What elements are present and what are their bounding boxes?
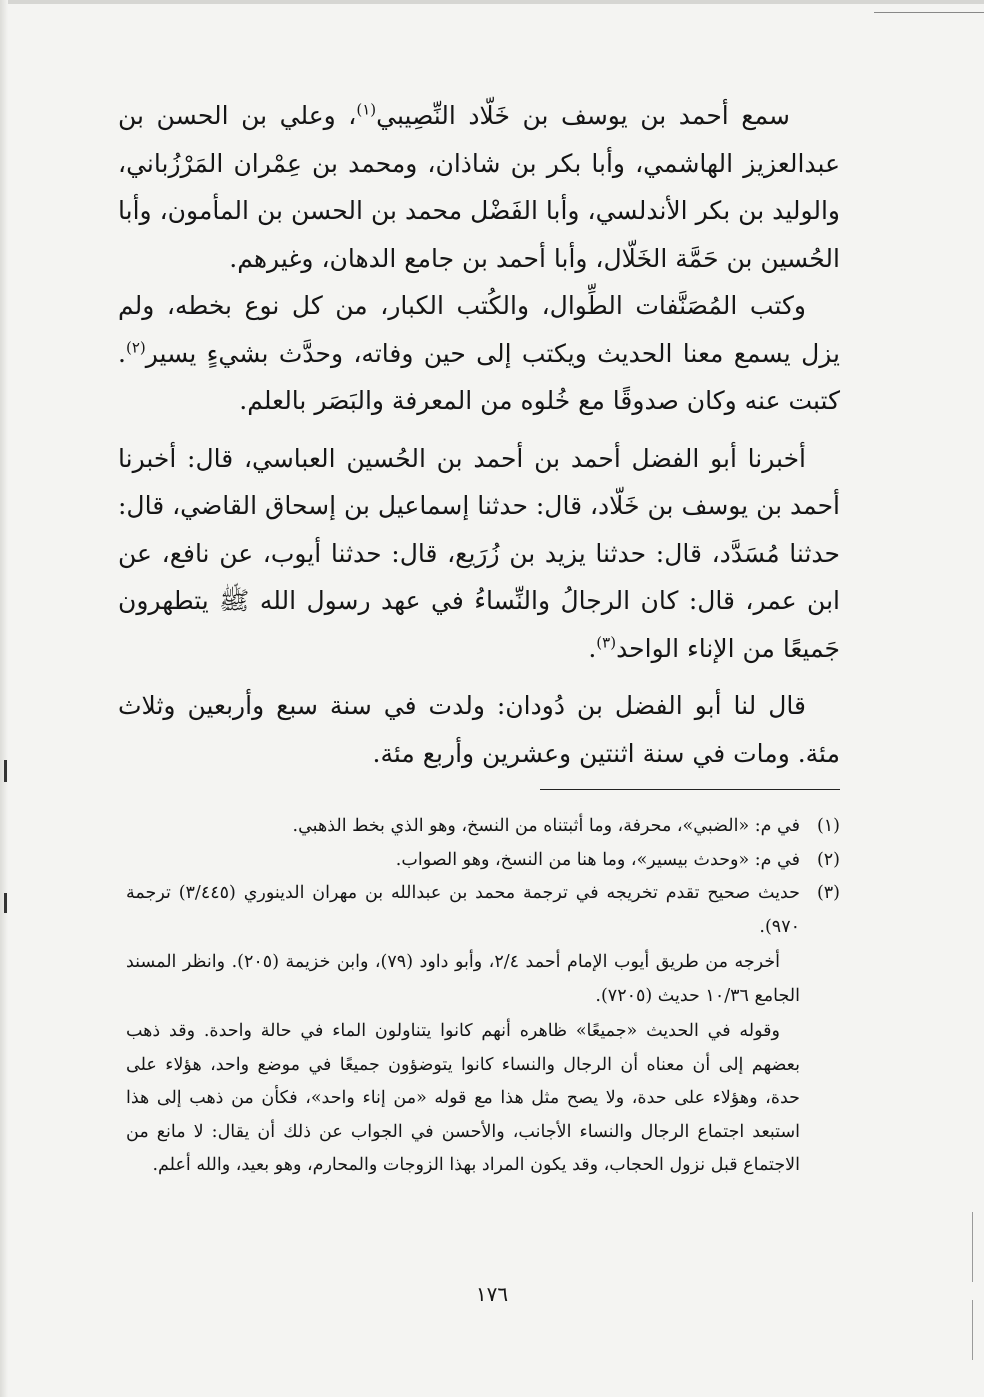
footnote-separator: [540, 789, 840, 790]
footnote-ref-3: (٣): [596, 633, 617, 652]
page-number: ١٧٦: [475, 1282, 509, 1306]
footnotes: [118, 810, 840, 1183]
paragraph-4: [118, 682, 840, 777]
footnote-2: [126, 844, 840, 878]
paragraph-1-tail: ، وعلي بن الحسن بن عبدالعزيز الهاشمي، وأبا بكر بن شاذان، ومحمد بن عِمْران المَرْزُباني، والوليد بن بكر الأندلسي، وأبا الفَضْل محمد بن الحسن بن المأمون، وأبا الحُسين بن حَمَّة الخَلّال، وأبا أحمد بن جامع الدهان، وغيرهم.: [118, 101, 840, 273]
paragraph-2-tail: . كتبت عنه وكان صدوقًا مع خُلوه من المعرفة والبَصَر بالعلم.: [118, 338, 840, 415]
scan-edge-top: [0, 0, 984, 4]
scan-corner-rule: [874, 12, 984, 13]
paragraph-1: [118, 92, 840, 282]
footnote-ref-2: (٢): [125, 338, 146, 357]
main-text: [118, 92, 840, 777]
footnote-3-continuation-2: وقوله في الحديث «جميعًا» ظاهره أنهم كانوا يتناولون الماء في حالة واحدة. وقد ذهب بعضهم إلى أن معناه أن الرجال والنساء كانوا يتوضؤون جميعًا في موضع واحد، هؤلاء على حدة، وهؤلاء على حدة، ولا يصح مثل هذا مع قوله «من إناء واحد»، فكأن من ذهب إلى هذا استبعد اجتماع الرجال والنساء الأجانب، والأحسن في الجواب عن ذلك أن يقال: لا مانع من الاجتماع قبل نزول الحجاب، وقد يكون المراد بهذا الزوجات والمحارم، وهو بعيد، والله أعلم.: [126, 1021, 800, 1175]
margin-tick: [972, 1300, 973, 1360]
paragraph-1-text: سمع أحمد بن يوسف بن خَلّاد النِّصِيبي: [376, 101, 790, 130]
book-page: [118, 92, 840, 1183]
footnote-3: [126, 877, 840, 944]
footnote-ref-1: (١): [356, 100, 377, 119]
margin-tick: [972, 1212, 973, 1282]
footnote-text: حديث صحيح تقدم تخريجه في ترجمة محمد بن عبدالله بن مهران الدينوري (٣/٤٤٥) ترجمة ٩٧٠).: [126, 883, 800, 937]
footnote-number: (٢): [816, 849, 840, 870]
footnote-3-continuation-1: أخرجه من طريق أيوب الإمام أحمد ٢/٤، وأبو داود (٧٩)، وابن خزيمة (٢٠٥). وانظر المسند الجامع ١٠/٣٦ حديث (٧٢٠٥).: [126, 952, 800, 1006]
footnote-text: في م: «وحدث بيسير»، وما هنا من النسخ، وهو الصواب.: [395, 849, 800, 870]
paragraph-3: [118, 435, 840, 673]
paragraph-2: [118, 282, 840, 425]
paragraph-4-text: قال لنا أبو الفضل بن دُودان: ولدت في سنة سبع وأربعين وثلاث مئة. ومات في سنة اثنتين وعشرين وأربع مئة.: [118, 691, 840, 768]
margin-tick: [4, 760, 7, 782]
footnote-1: [126, 810, 840, 844]
paragraph-3-text: أخبرنا أبو الفضل أحمد بن أحمد بن الحُسين العباسي، قال: أخبرنا أحمد بن يوسف بن خَلّاد، قال: حدثنا إسماعيل بن إسحاق القاضي، قال: حدثنا مُسَدَّد، قال: حدثنا يزيد بن زُرَيع، قال: حدثنا أيوب، عن نافع، عن ابن عمر، قال: كان الرجالُ والنِّساءُ في عهد رسول الله ﷺ يتطهرون جَميعًا من الإناء الواحد: [118, 443, 840, 663]
paragraph-2-text: وكتب المُصَنَّفات الطِّوال، والكُتب الكبار، من كل نوع بخطه، ولم يزل يسمع معنا الحديث ويكتب إلى حين وفاته، وحدَّث بشيءٍ يسير: [118, 291, 840, 368]
footnote-text: في م: «الضبي»، محرفة، وما أثبتناه من النسخ، وهو الذي بخط الذهبي.: [292, 816, 800, 836]
paragraph-3-tail: .: [588, 633, 597, 663]
scan-edge-left: [0, 0, 8, 1397]
footnote-number: (١): [816, 816, 840, 836]
footnote-number: (٣): [816, 883, 840, 903]
margin-tick: [4, 893, 7, 913]
